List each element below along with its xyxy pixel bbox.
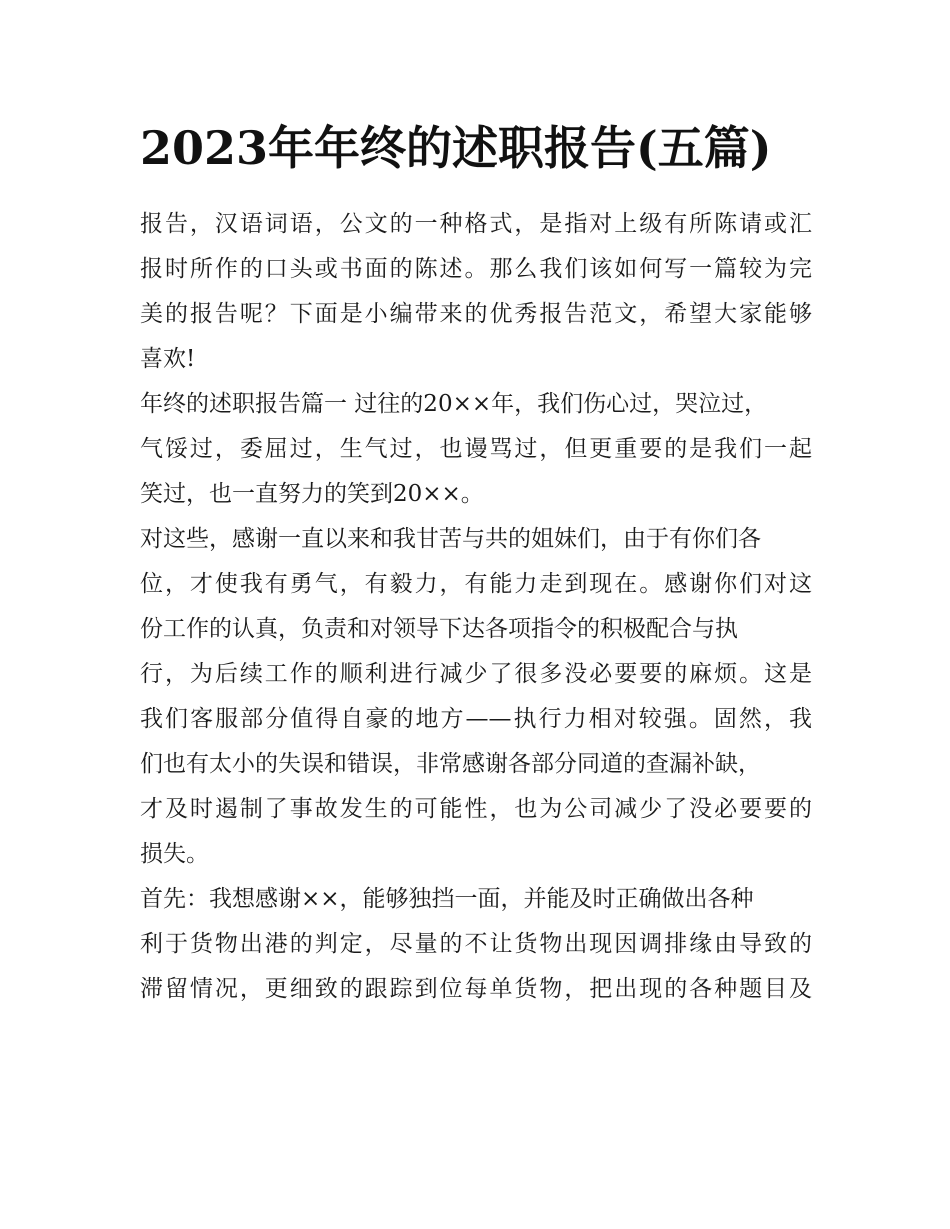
paragraph-line: 首先：我想感谢××，能够独挡一面，并能及时正确做出各种	[140, 886, 754, 912]
paragraph-line: 损失。	[140, 841, 209, 867]
paragraph-line: 美的报告呢？下面是小编带来的优秀报告范文，希望大家能够	[140, 301, 812, 327]
paragraph-line: 报时所作的口头或书面的陈述。那么我们该如何写一篇较为完	[140, 256, 812, 282]
paragraph-line: 滞留情况，更细致的跟踪到位每单货物，把出现的各种题目及	[140, 976, 812, 1002]
document-body	[140, 202, 812, 1012]
paragraph-line: 们也有太小的失误和错误，非常感谢各部分同道的查漏补缺，	[140, 751, 761, 777]
paragraph-line: 我们客服部分值得自豪的地方——执行力相对较强。固然，我	[140, 706, 812, 732]
paragraph-line: 对这些，感谢一直以来和我甘苦与共的姐妹们，由于有你们各	[140, 526, 761, 552]
paragraph-line: 才及时遏制了事故发生的可能性，也为公司减少了没必要要的	[140, 796, 812, 822]
paragraph-line: 喜欢!	[140, 346, 196, 372]
document-title: 2023年年终的述职报告(五篇)	[140, 121, 772, 175]
paragraph-line: 气馁过，委屈过，生气过，也谩骂过，但更重要的是我们一起	[140, 436, 812, 462]
paragraph-line: 笑过，也一直努力的笑到20××。	[140, 481, 484, 507]
paragraph-line: 报告，汉语词语，公文的一种格式，是指对上级有所陈请或汇	[140, 211, 812, 237]
paragraph-line: 份工作的认真，负责和对领导下达各项指令的积极配合与执	[140, 616, 738, 642]
paragraph-line: 行，为后续工作的顺利进行减少了很多没必要要的麻烦。这是	[140, 661, 812, 687]
paragraph-line: 位，才使我有勇气，有毅力，有能力走到现在。感谢你们对这	[140, 571, 812, 597]
paragraph-line: 年终的述职报告篇一 过往的20××年，我们伤心过，哭泣过，	[140, 391, 768, 417]
paragraph-line: 利于货物出港的判定，尽量的不让货物出现因调排缘由导致的	[140, 931, 812, 957]
